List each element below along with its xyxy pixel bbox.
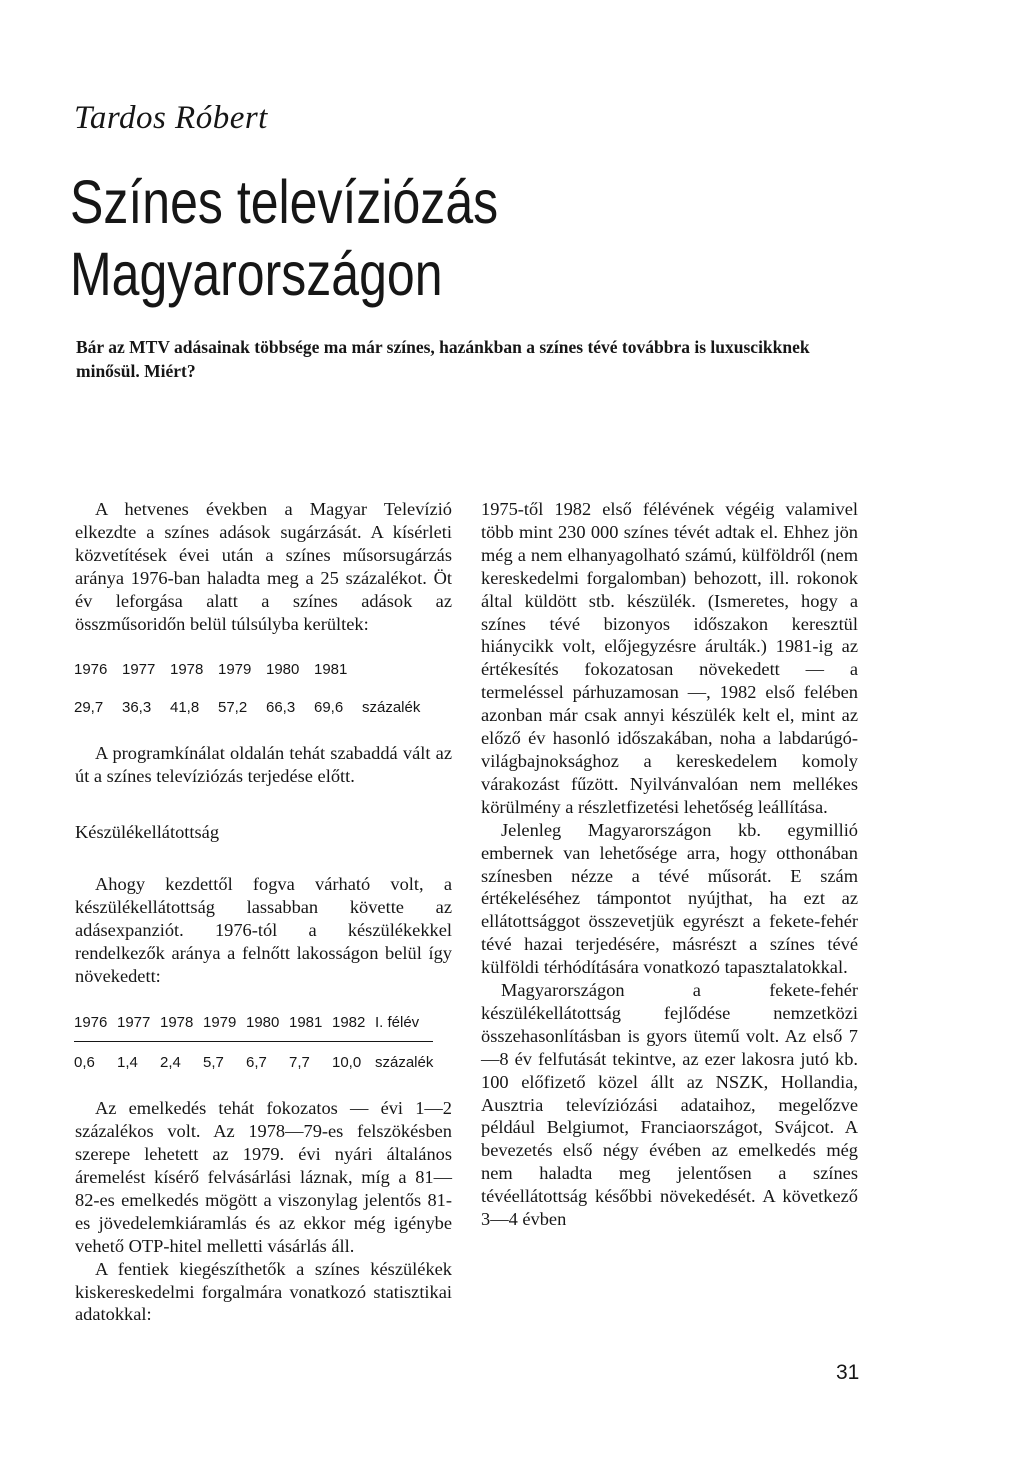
retail-paragraph: A fentiek kiegészíthetők a színes készülékek kiskereskedelmi forgalmára vonatkozó statisztikai adatokkal: [75,1258,452,1325]
right-column [481,498,858,1231]
year-cell: 1981 [314,661,348,679]
ownership-table [74,1010,433,1078]
program-paragraph: A programkínálat oldalán tehát szabaddá vált az út a színes televíziózás terjedése előtt. [75,743,452,787]
ownership-paragraph: Ahogy kezdettől fogva várható volt, a készülékellátottság lassabban követte az adásexpanziót. 1976-tól a készülékekkel rendelkezők aránya a felnőtt lakosságon belül így növekedett: [75,873,452,986]
year-cell: 1978 [170,661,204,679]
value-cell: 69,6 [314,699,344,717]
value-cell: 6,7 [246,1054,267,1072]
left-column [75,498,452,1326]
year-cell: 1978 [160,1010,203,1042]
year-cell: 1980 [246,1010,289,1042]
sales-paragraph: 1975-től 1982 első félévének végéig valamivel több mint 230 000 színes tévét adtak el. Ehhez jön még a nem elhanyagolható számú, külföldről (nem kereskedelmi forgalomban) behozott, ill. rokonok által küldött stb. készülék. (Ismeretes, hogy a színes tévé bizonyos időszakon keresztül hiánycikk volt, előjegyzésre árulták.) 1981-ig az értékesítés fokozatosan növekedett — a termeléssel párhuzamosan —, 1982 első felében azonban már csak annyi készülék kelt el, mint az előző év hasonló időszakában, noha a labdarúgó-világbajnoksághoz a kereskedelem komoly várakozást fűzött. Nyilvánvalóan nem mellékes körülmény a részletfizetési lehetőség leállítása. [481,499,858,817]
value-cell: 10,0 [332,1054,362,1072]
value-cell: 2,4 [160,1054,181,1072]
section-heading: Készülékellátottság [75,822,220,843]
unit-label: százalék [375,1054,434,1072]
unit-label: százalék [362,699,421,717]
value-cell: 29,7 [74,699,104,717]
article-title [70,166,498,310]
year-cell: 1977 [117,1010,160,1042]
author-name: Tardos Róbert [74,100,268,136]
title-line-2: Magyarországon [70,240,443,308]
broadcast-share-table [74,657,420,722]
intro-paragraph: A hetvenes években a Magyar Televízió elkezdte a színes adások sugárzását. A kísérleti közvetítések évei után a színes műsorsugárzás aránya 1976-ban haladta meg a 25 százalékot. Öt év leforgása alatt a színes adások az összműsoridőn belül túlsúlyba kerültek: [75,499,452,634]
page-number: 31 [836,1361,860,1384]
table-row-years [74,1010,433,1042]
title-line-1: Színes televíziózás [70,168,499,236]
year-cell: 1982 [332,1010,375,1042]
year-cell: 1980 [266,661,300,679]
value-cell: 36,3 [122,699,152,717]
value-cell: 57,2 [218,699,248,717]
table-row-years [74,657,420,695]
year-cell: 1979 [203,1010,246,1042]
year-cell: 1979 [218,661,252,679]
year-suffix: I. félév [375,1010,433,1042]
value-cell: 1,4 [117,1054,138,1072]
empty-cell [362,657,420,695]
year-cell: 1976 [74,1010,117,1042]
table-row-values [74,695,420,722]
lede-paragraph: Bár az MTV adásainak többsége ma már színes, hazánkban a színes tévé továbbra is luxuscikknek minősül. Miért? [76,336,810,381]
value-cell: 66,3 [266,699,296,717]
value-cell: 41,8 [170,699,200,717]
year-cell: 1976 [74,661,108,679]
current-state-paragraph: Jelenleg Magyarországon kb. egymillió embernek van lehetősége arra, hogy otthonában színesben nézze a tévé műsorát. E szám értékeléséhez támpontot nyújthat, ha ezt az ellátottsággot összevetjük egyrészt a fekete-fehér tévé hazai terjedésére, másrészt a színes tévé külföldi térhódítására vonatkozó tapasztalatokkal. [481,819,858,978]
year-cell: 1981 [289,1010,332,1042]
value-cell: 5,7 [203,1054,224,1072]
growth-paragraph: Az emelkedés tehát fokozatos — évi 1—2 százalékos volt. Az 1978—79-es felszökésben szerepe lehetett az 1979. évi nyári általános áremelést kísérő felvásárlási láznak, míg a 81—82-es emelkedés mögött a viszonylag jelentős 81-es jövedelemkiáramlás és az ekkor még igénybe vehető OTP-hitel melletti vásárlás áll. [75,1098,452,1256]
year-cell: 1977 [122,661,156,679]
table-row-values [74,1042,433,1077]
comparison-paragraph: Magyarországon a fekete-fehér készülékellátottság fejlődése nemzetközi összehasonlításban is gyors ütemű volt. Az első 7—8 év felfutását tekintve, az ezer lakosra jutó kb. 100 előfizető közel állt az NSZK, Hollandia, Ausztria televíziózási adataihoz, megelőzve például Belgiumot, Franciaországot, Svájcot. A bevezetés első négy évében az emelkedés még nem haladta meg jelentősen a színes tévéellátottság későbbi növekedését. A következő 3—4 évben [481,980,858,1230]
value-cell: 0,6 [74,1054,95,1072]
value-cell: 7,7 [289,1054,310,1072]
